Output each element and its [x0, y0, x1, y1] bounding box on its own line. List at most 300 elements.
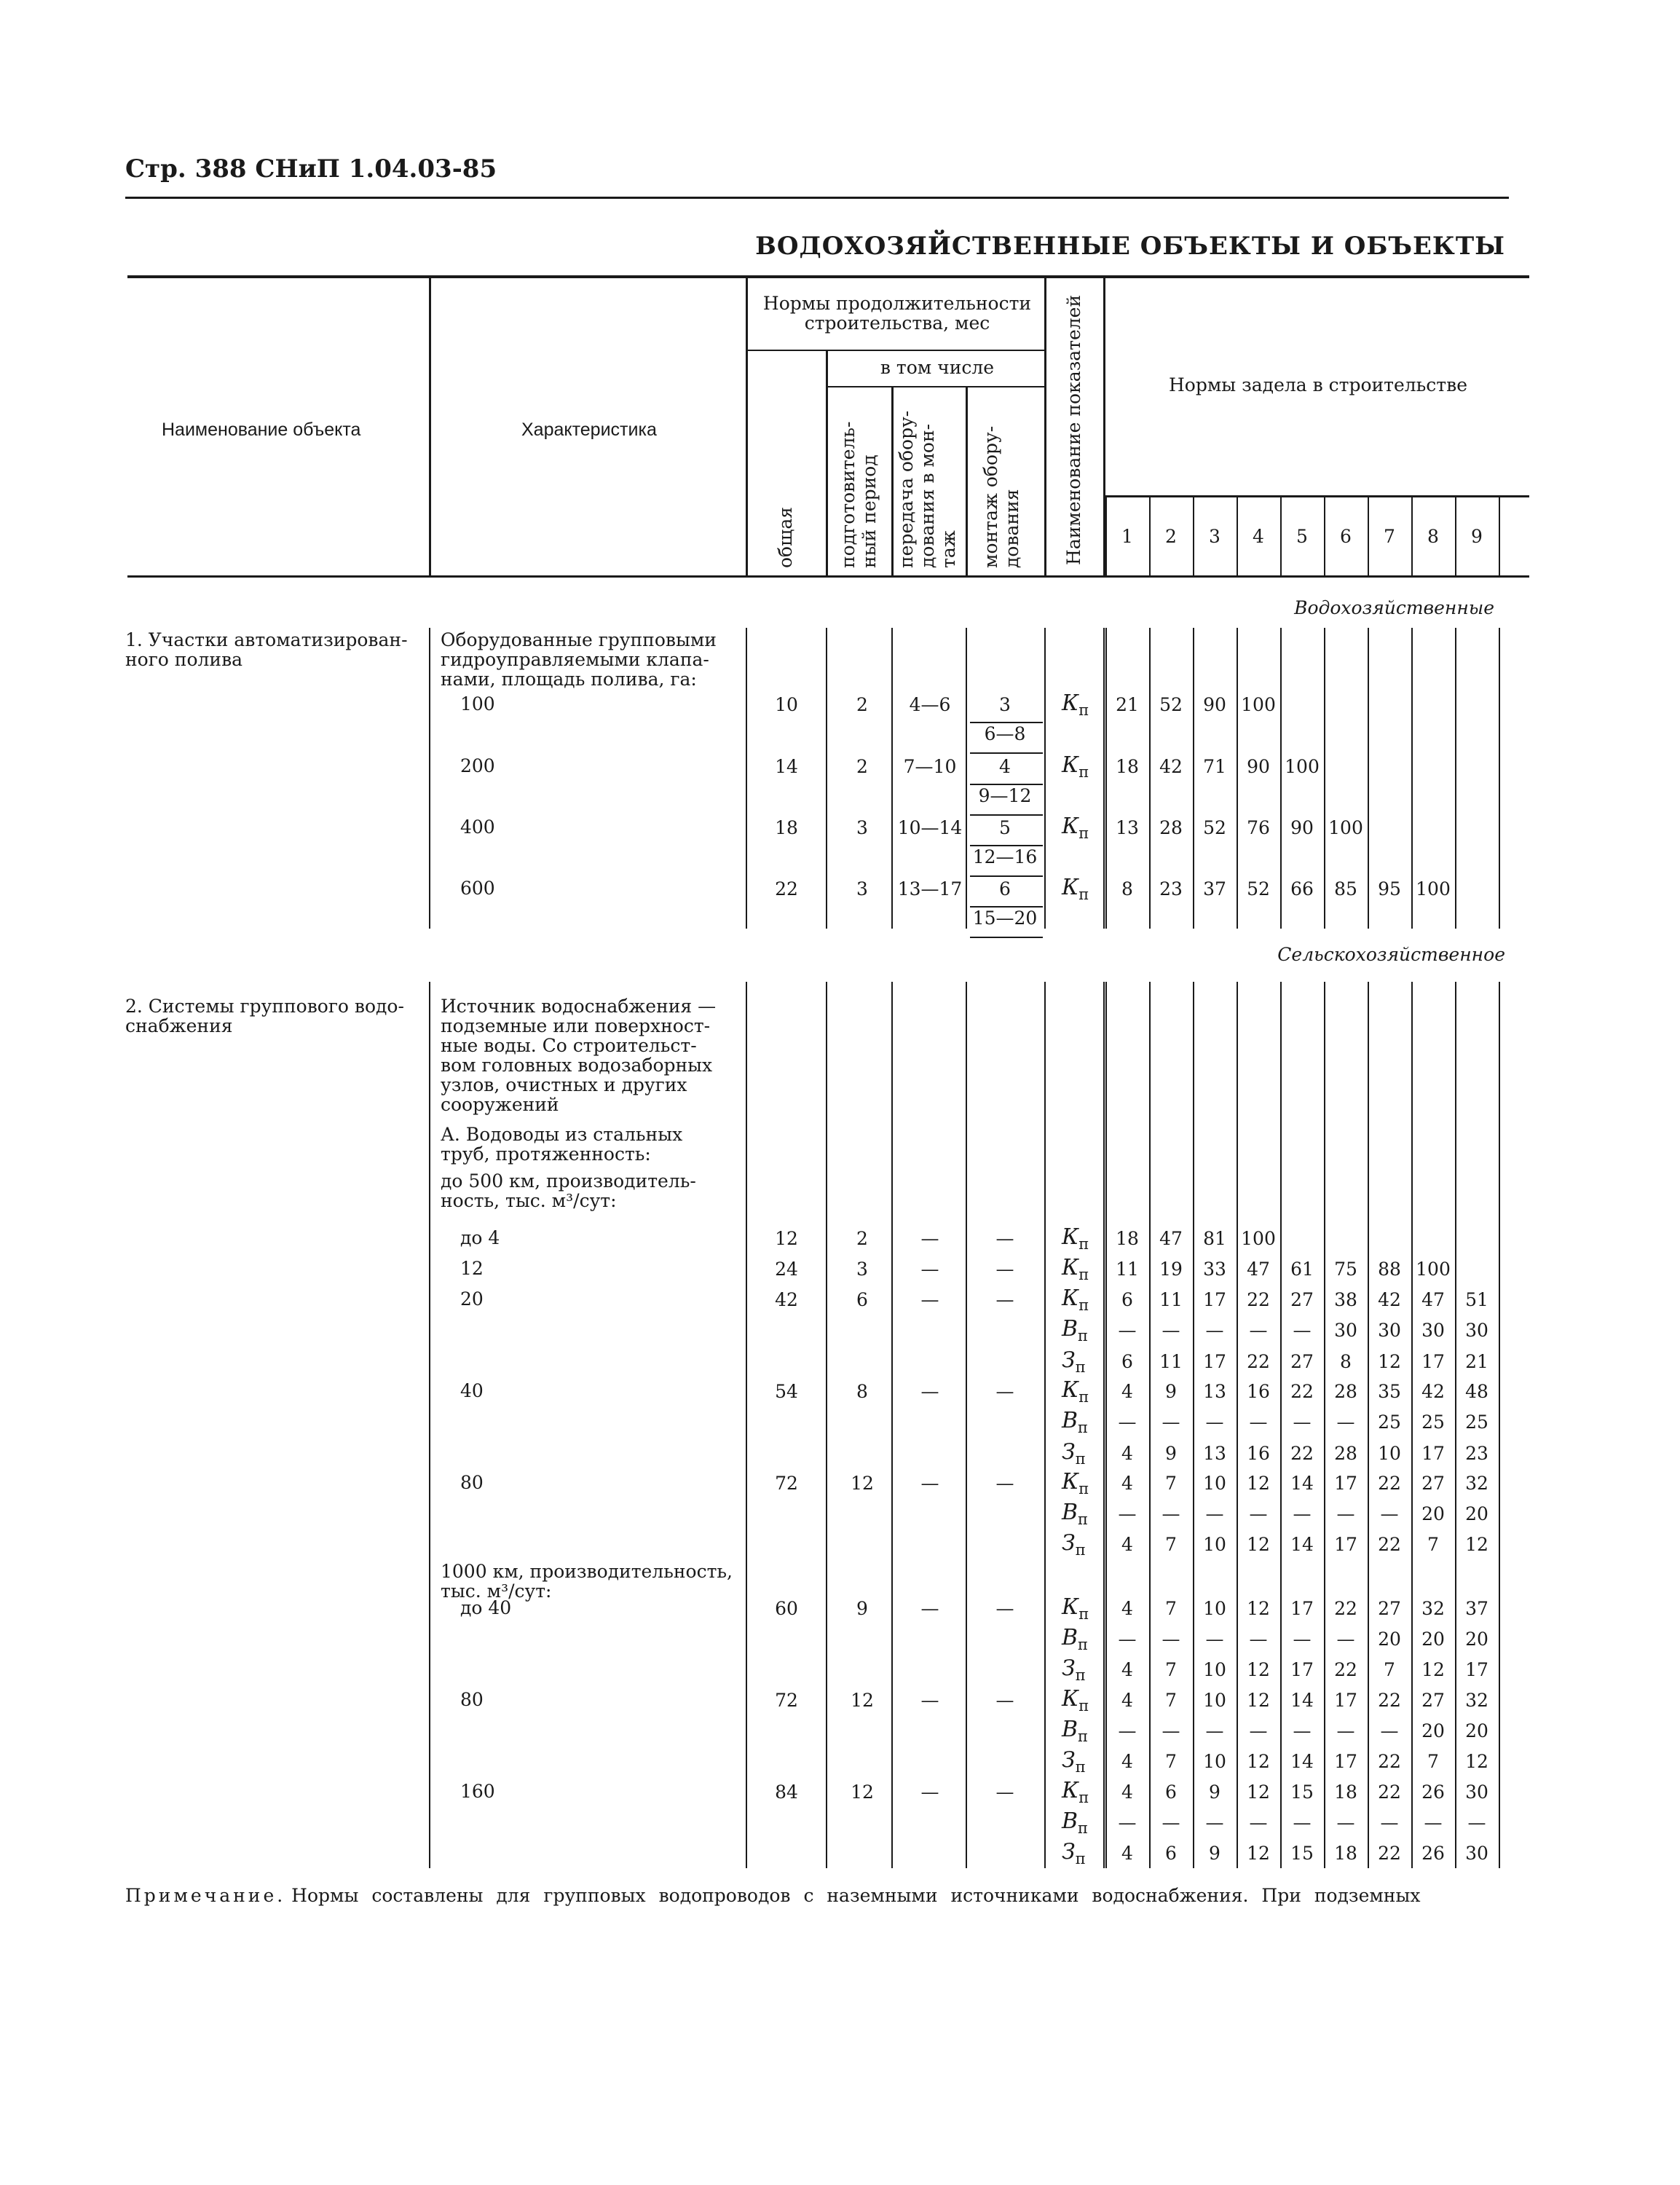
row-h: — [920, 1782, 939, 1803]
period-value: 20 [1378, 1629, 1401, 1650]
period-value: — [1249, 1812, 1268, 1833]
indicator-subscript: п [1075, 1666, 1086, 1684]
period-value: 76 [1247, 817, 1270, 838]
install-rule [970, 906, 1043, 908]
period-value: 22 [1378, 1782, 1401, 1803]
period-value: 10 [1203, 1598, 1226, 1619]
row-m: — [995, 1690, 1014, 1711]
period-value: — [1380, 1503, 1399, 1524]
period-value: — [1467, 1812, 1486, 1833]
period-value: 47 [1159, 1228, 1183, 1249]
indicator-subscript: п [1075, 1541, 1086, 1559]
period-value: 20 [1421, 1629, 1445, 1650]
period-label: 3 [1209, 526, 1220, 547]
row-indicator [1062, 1808, 1089, 1839]
period-value: 42 [1378, 1289, 1401, 1310]
column-divider [1280, 628, 1282, 929]
row-t: 22 [775, 878, 798, 899]
period-value: — [1336, 1720, 1355, 1741]
col-header-install: монтаж обору- дования [980, 425, 1022, 568]
period-value: 37 [1465, 1598, 1488, 1619]
row-capacity: 20 [460, 1288, 484, 1310]
indicator-subscript: п [1078, 1235, 1089, 1253]
row-h: — [920, 1259, 939, 1280]
indicator-subscript: п [1078, 763, 1089, 781]
period-value: 17 [1334, 1751, 1357, 1772]
period-value: 20 [1421, 1503, 1445, 1524]
column-divider [1455, 628, 1456, 929]
period-value: 9 [1209, 1782, 1220, 1803]
row-t: 14 [775, 756, 798, 777]
period-label: 6 [1340, 526, 1352, 547]
period-value: 18 [1334, 1782, 1357, 1803]
col-header-characteristic: Характеристика [521, 420, 657, 440]
indicator-subscript: п [1078, 1266, 1089, 1283]
period-value: 95 [1378, 878, 1401, 899]
row-indicator [1062, 1719, 1088, 1747]
period-label: 2 [1165, 526, 1177, 547]
row-indicator [1062, 1502, 1088, 1530]
indicator-letter: З [1062, 1839, 1076, 1865]
period-value: — [1118, 1720, 1137, 1741]
period-value: 66 [1290, 878, 1314, 899]
column-divider [1149, 982, 1151, 1868]
row-p: 2 [856, 694, 868, 715]
indicator-letter: К [1062, 752, 1079, 778]
row-capacity: 40 [460, 1380, 484, 1401]
period-value: 100 [1285, 756, 1320, 777]
row-capacity: 200 [460, 755, 495, 776]
period-value: — [1162, 1720, 1180, 1741]
indicator-letter: К [1062, 690, 1079, 716]
period-value: 47 [1247, 1259, 1270, 1280]
row-capacity: 160 [460, 1781, 495, 1802]
period-value: — [1424, 1812, 1443, 1833]
period-value: 42 [1159, 756, 1183, 777]
period-value: 27 [1421, 1473, 1445, 1494]
period-value: — [1162, 1412, 1180, 1433]
period-value: 12 [1247, 1690, 1270, 1711]
row-h: — [920, 1381, 939, 1402]
row-indicator [1062, 1841, 1086, 1870]
col-header-duration: Нормы продолжительности строительства, мес [762, 293, 1032, 334]
column-divider [1044, 628, 1046, 929]
period-value: — [1162, 1812, 1180, 1833]
row-indicator [1062, 1532, 1086, 1561]
period-value: 6 [1165, 1782, 1177, 1803]
period-value: 33 [1203, 1259, 1226, 1280]
row-indicator [1062, 1471, 1089, 1500]
row-p: 9 [856, 1598, 868, 1619]
period-value: 32 [1465, 1473, 1488, 1494]
row-m: — [995, 1228, 1014, 1249]
period-label: 9 [1471, 526, 1483, 547]
install-rule [970, 722, 1043, 723]
period-value: 6 [1165, 1843, 1177, 1864]
install-rule [970, 752, 1043, 754]
period-value: 17 [1421, 1351, 1445, 1372]
indicator-subscript: п [1078, 701, 1089, 719]
period-label: 1 [1121, 526, 1133, 547]
row-install-range: 6—8 [984, 723, 1026, 744]
section2-object: 2. Системы группового водо- снабжения [125, 996, 404, 1036]
period-value: — [1249, 1503, 1268, 1524]
page-title: ВОДОХОЗЯЙСТВЕННЫЕ ОБЪЕКТЫ И ОБЪЕКТЫ [755, 232, 1505, 261]
period-value: 7 [1427, 1751, 1439, 1772]
section2-sub-a: А. Водоводы из стальных труб, протяженность: [441, 1124, 683, 1165]
row-capacity: до 40 [460, 1597, 512, 1618]
period-value: 10 [1203, 1473, 1226, 1494]
row-indicator [1062, 1257, 1089, 1286]
section1-object: 1. Участки автоматизирован- ного полива [125, 629, 408, 670]
period-value: 30 [1465, 1843, 1488, 1864]
column-divider [1149, 628, 1151, 929]
install-rule [970, 784, 1043, 785]
period-value: — [1293, 1812, 1312, 1833]
period-value: 28 [1159, 817, 1183, 838]
period-value: — [1162, 1629, 1180, 1650]
column-divider [429, 982, 430, 1868]
period-value: — [1293, 1720, 1312, 1741]
period-value: — [1205, 1412, 1224, 1433]
period-value: 7 [1165, 1473, 1177, 1494]
period-value: 15 [1290, 1843, 1314, 1864]
install-rule [970, 845, 1043, 846]
period-value: 17 [1334, 1534, 1357, 1555]
indicator-subscript: п [1075, 1850, 1086, 1867]
period-value: 61 [1290, 1259, 1314, 1280]
period-value: 37 [1203, 878, 1226, 899]
install-rule [970, 875, 1043, 877]
indicator-subscript: п [1078, 1697, 1089, 1714]
period-value: — [1162, 1503, 1180, 1524]
column-divider [1455, 982, 1456, 1868]
row-m: — [995, 1782, 1014, 1803]
row-p: 3 [856, 817, 868, 838]
footnote-text: Нормы составлены для групповых водопроводов с наземными источниками водоснабжения. При подземных [291, 1885, 1421, 1906]
period-value: 71 [1203, 756, 1226, 777]
section1-characteristic: Оборудованные групповыми гидроуправляемыми клапа- нами, площадь полива, га: [441, 629, 717, 690]
row-h: 13—17 [897, 878, 963, 899]
row-indicator [1062, 690, 1089, 721]
period-value: 4 [1121, 1534, 1133, 1555]
row-p: 6 [856, 1289, 868, 1310]
indicator-letter: К [1062, 1377, 1079, 1403]
period-value: 100 [1416, 878, 1451, 899]
row-t: 72 [775, 1690, 798, 1711]
row-indicator [1062, 1627, 1088, 1656]
period-value: 4 [1121, 1473, 1133, 1494]
period-value: 22 [1334, 1598, 1357, 1619]
row-install-range: 15—20 [972, 908, 1038, 929]
column-divider [826, 982, 827, 1868]
row-t: 10 [775, 694, 798, 715]
period-value: 10 [1378, 1443, 1401, 1464]
period-value: 30 [1465, 1782, 1488, 1803]
indicator-letter: В [1062, 1408, 1078, 1433]
indicator-subscript: п [1078, 1511, 1089, 1528]
row-t: 42 [775, 1289, 798, 1310]
period-value: 11 [1116, 1259, 1139, 1280]
period-value: 22 [1334, 1659, 1357, 1680]
indicator-subscript: п [1078, 1419, 1089, 1436]
period-value: 22 [1247, 1351, 1270, 1372]
row-p: 2 [856, 1228, 868, 1249]
period-value: 20 [1465, 1503, 1488, 1524]
column-divider [1237, 628, 1238, 929]
period-value: — [1249, 1320, 1268, 1341]
column-divider [1368, 982, 1369, 1868]
row-capacity: 100 [460, 693, 495, 714]
column-divider [1044, 982, 1046, 1868]
col-header-name: Наименование объекта [162, 420, 361, 440]
row-capacity: 80 [460, 1472, 484, 1493]
period-value: 25 [1465, 1412, 1488, 1433]
period-value: 6 [1121, 1351, 1133, 1372]
row-p: 3 [856, 1259, 868, 1280]
column-divider [1193, 982, 1194, 1868]
period-value: — [1293, 1320, 1312, 1341]
indicator-subscript: п [1078, 1819, 1089, 1837]
period-value: — [1293, 1503, 1312, 1524]
row-indicator [1062, 752, 1089, 783]
row-m: 5 [999, 817, 1011, 838]
install-rule [970, 937, 1043, 938]
row-indicator [1062, 1441, 1086, 1470]
column-divider [429, 628, 430, 929]
indicator-letter: З [1062, 1347, 1076, 1373]
period-value: 9 [1165, 1381, 1177, 1402]
period-value: 30 [1465, 1320, 1488, 1341]
row-t: 12 [775, 1228, 798, 1249]
row-capacity: 400 [460, 816, 495, 838]
row-p: 8 [856, 1381, 868, 1402]
period-value: 20 [1465, 1720, 1488, 1741]
period-value: — [1118, 1320, 1137, 1341]
col-header-indicator: Наименование показателей [1063, 294, 1084, 565]
row-h: — [920, 1289, 939, 1310]
indicator-letter: В [1062, 1717, 1078, 1742]
period-value: 85 [1334, 878, 1357, 899]
row-h: 7—10 [903, 756, 957, 777]
indicator-subscript: п [1075, 1358, 1086, 1376]
period-value: 13 [1203, 1381, 1226, 1402]
period-value: 4 [1121, 1690, 1133, 1711]
period-value: 14 [1290, 1534, 1314, 1555]
period-value: 12 [1247, 1659, 1270, 1680]
period-value: — [1118, 1629, 1137, 1650]
column-divider [966, 982, 967, 1868]
period-value: 14 [1290, 1751, 1314, 1772]
period-value: 22 [1378, 1843, 1401, 1864]
indicator-subscript: п [1078, 1388, 1089, 1406]
indicator-letter: К [1062, 1255, 1079, 1280]
indicator-letter: З [1062, 1747, 1076, 1773]
period-value: 4 [1121, 1843, 1133, 1864]
row-indicator [1062, 816, 1089, 844]
period-value: 28 [1334, 1381, 1357, 1402]
period-value: 17 [1421, 1443, 1445, 1464]
period-value: 4 [1121, 1381, 1133, 1402]
period-value: 12 [1247, 1782, 1270, 1803]
period-value: 25 [1378, 1412, 1401, 1433]
period-value: 20 [1421, 1720, 1445, 1741]
indicator-subscript: п [1078, 886, 1089, 903]
period-value: 17 [1203, 1351, 1226, 1372]
section2-characteristic: Источник водоснабжения — подземные или поверхност- ные воды. Со строительст- вом головных водозаборных узлов, очистных и других сооружений [441, 996, 717, 1115]
period-value: 30 [1334, 1320, 1357, 1341]
row-indicator [1062, 877, 1089, 905]
period-value: 4 [1121, 1598, 1133, 1619]
period-value: 51 [1465, 1289, 1488, 1310]
period-value: 18 [1334, 1843, 1357, 1864]
row-capacity: 12 [460, 1258, 484, 1279]
period-value: 12 [1247, 1751, 1270, 1772]
row-t: 84 [775, 1782, 798, 1803]
row-m: — [995, 1259, 1014, 1280]
period-value: — [1205, 1720, 1224, 1741]
period-value: — [1249, 1412, 1268, 1433]
period-value: 12 [1247, 1534, 1270, 1555]
period-value: 19 [1159, 1259, 1183, 1280]
row-h: — [920, 1473, 939, 1494]
period-value: — [1162, 1320, 1180, 1341]
indicator-letter: К [1062, 1224, 1079, 1250]
period-value: — [1293, 1629, 1312, 1650]
period-value: 100 [1416, 1259, 1451, 1280]
period-value: 4 [1121, 1782, 1133, 1803]
row-m: 3 [999, 694, 1011, 715]
period-value: 7 [1384, 1659, 1395, 1680]
period-value: 18 [1116, 1228, 1139, 1249]
period-value: 81 [1203, 1228, 1226, 1249]
period-value: 10 [1203, 1751, 1226, 1772]
period-value: 17 [1290, 1659, 1314, 1680]
indicator-subscript: п [1078, 1789, 1089, 1806]
row-indicator [1062, 1780, 1089, 1808]
indicator-letter: З [1062, 1656, 1076, 1681]
indicator-letter: К [1062, 1778, 1079, 1803]
period-value: 32 [1421, 1598, 1445, 1619]
period-value: 10 [1203, 1659, 1226, 1680]
row-install-range: 12—16 [972, 846, 1038, 867]
row-indicator [1062, 1410, 1088, 1438]
period-label: 4 [1253, 526, 1264, 547]
footnote-label: Примечание. [125, 1885, 286, 1906]
period-value: — [1118, 1812, 1137, 1833]
row-indicator [1062, 1594, 1089, 1625]
col-header-prep: подготовитель- ный период [837, 421, 880, 568]
period-value: 47 [1421, 1289, 1445, 1310]
row-p: 12 [851, 1782, 874, 1803]
period-value: 30 [1378, 1320, 1401, 1341]
column-divider [1324, 628, 1325, 929]
indicator-letter: К [1062, 875, 1079, 900]
row-h: 4—6 [909, 694, 951, 715]
period-value: 13 [1203, 1443, 1226, 1464]
period-value: 10 [1203, 1534, 1226, 1555]
column-divider [1411, 982, 1413, 1868]
column-divider [1237, 982, 1238, 1868]
row-h: — [920, 1228, 939, 1249]
period-value: — [1380, 1720, 1399, 1741]
column-divider [1499, 982, 1500, 1868]
row-capacity: 600 [460, 878, 495, 899]
period-value: 17 [1290, 1598, 1314, 1619]
period-value: 17 [1465, 1659, 1488, 1680]
period-value: 21 [1116, 694, 1139, 715]
period-value: 22 [1247, 1289, 1270, 1310]
period-value: 17 [1203, 1289, 1226, 1310]
period-value: 52 [1247, 878, 1270, 899]
period-value: — [1118, 1503, 1137, 1524]
period-value: 30 [1421, 1320, 1445, 1341]
period-value: 90 [1203, 694, 1226, 715]
period-value: 100 [1328, 817, 1363, 838]
row-indicator [1062, 1688, 1089, 1717]
period-value: 88 [1378, 1259, 1401, 1280]
period-value: — [1293, 1412, 1312, 1433]
period-value: 7 [1165, 1751, 1177, 1772]
period-value: 27 [1378, 1598, 1401, 1619]
col-header-backlog: Нормы задела в строительстве [1169, 374, 1467, 395]
period-value: 100 [1241, 694, 1276, 715]
column-divider [826, 628, 827, 929]
period-value: 38 [1334, 1289, 1357, 1310]
row-t: 24 [775, 1259, 798, 1280]
row-t: 60 [775, 1598, 798, 1619]
period-value: 9 [1209, 1843, 1220, 1864]
row-m: — [995, 1598, 1014, 1619]
row-indicator [1062, 1658, 1086, 1686]
period-value: 32 [1465, 1690, 1488, 1711]
indicator-letter: К [1062, 1469, 1079, 1495]
row-p: 12 [851, 1690, 874, 1711]
period-value: — [1205, 1812, 1224, 1833]
section1-label: Водохозяйственные [1294, 597, 1494, 618]
period-value: 14 [1290, 1690, 1314, 1711]
period-value: — [1205, 1629, 1224, 1650]
period-value: — [1336, 1812, 1355, 1833]
period-value: 11 [1159, 1289, 1183, 1310]
period-label: 8 [1427, 526, 1439, 547]
indicator-letter: К [1062, 814, 1079, 839]
period-value: 7 [1427, 1534, 1439, 1555]
row-m: 6 [999, 878, 1011, 899]
indicator-letter: В [1062, 1625, 1078, 1650]
period-value: 23 [1159, 878, 1183, 899]
row-t: 72 [775, 1473, 798, 1494]
section2-sub-500: до 500 км, производитель- ность, тыс. м³/сут: [441, 1170, 696, 1211]
period-value: 21 [1465, 1351, 1488, 1372]
indicator-letter: К [1062, 1594, 1079, 1620]
period-value: 17 [1334, 1473, 1357, 1494]
indicator-subscript: п [1078, 1605, 1089, 1623]
indicator-subscript: п [1075, 1758, 1086, 1776]
period-value: 9 [1165, 1443, 1177, 1464]
period-value: 4 [1121, 1659, 1133, 1680]
period-value: 25 [1421, 1412, 1445, 1433]
column-divider [1103, 628, 1105, 929]
col-header-total: общая [775, 506, 796, 568]
column-divider [1103, 982, 1105, 1868]
indicator-subscript: п [1078, 1728, 1089, 1745]
period-value: — [1118, 1412, 1137, 1433]
period-value: 27 [1421, 1690, 1445, 1711]
row-indicator [1062, 1318, 1088, 1347]
row-m: 4 [999, 756, 1011, 777]
period-label: 7 [1384, 526, 1395, 547]
